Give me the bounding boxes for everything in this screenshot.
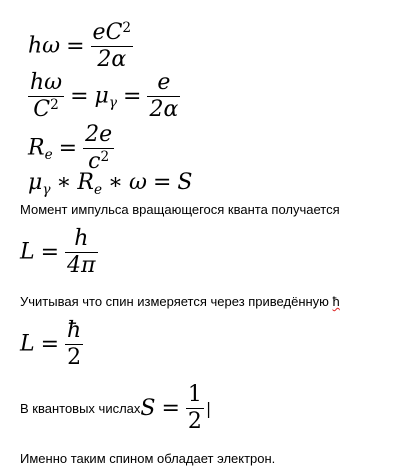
formula-7: S = $\frac{1}{2}$ | bbox=[140, 382, 212, 434]
formula-5: L = $\frac{h}{4\pi}$ bbox=[20, 226, 96, 278]
paragraph-4: Именно таким спином обладает электрон. bbox=[20, 451, 276, 466]
f3-fraction: $\frac{2e}{c^2}$ bbox=[85, 122, 113, 174]
paragraph-2: Учитывая что спин измеряется через приведённую ħ bbox=[20, 294, 340, 309]
f7-fraction: $\frac{1}{2}$ bbox=[187, 382, 202, 434]
f6-fraction: $\frac{ħ}{2}$ bbox=[67, 318, 82, 370]
paragraph-3: В квантовых числах S = $\frac{1}{2}$ | bbox=[20, 382, 212, 434]
formula-1: hω = $\frac{eC^2}{2\alpha}$ bbox=[28, 19, 132, 72]
formula-6: L = $\frac{ħ}{2}$ bbox=[20, 318, 82, 370]
f2-right-fraction: $\frac{e}{2\alpha}$ bbox=[149, 70, 179, 122]
h-bar-symbol: ħ bbox=[332, 294, 340, 309]
paragraph-1: Момент импульса вращающегося кванта получается bbox=[20, 202, 340, 217]
formula-3: $R_e$ = $\frac{2e}{c^2}$ bbox=[28, 122, 113, 174]
f5-fraction: $\frac{h}{4\pi}$ bbox=[67, 226, 96, 278]
formula-4: $\mu_\gamma$ ∗ $R_e$ ∗ ω = S bbox=[28, 170, 193, 198]
f1-lhs: hω bbox=[28, 33, 61, 59]
f2-left-fraction: $\frac{h\omega}{C^2}$ bbox=[30, 70, 63, 122]
formula-2: $\frac{h\omega}{C^2}$ = $\mu_\gamma$ = $\frac{e}{2\alpha}$ bbox=[30, 70, 179, 122]
f1-fraction: $\frac{eC^2}{2\alpha}$ bbox=[92, 19, 132, 72]
text-cursor: | bbox=[205, 399, 212, 418]
